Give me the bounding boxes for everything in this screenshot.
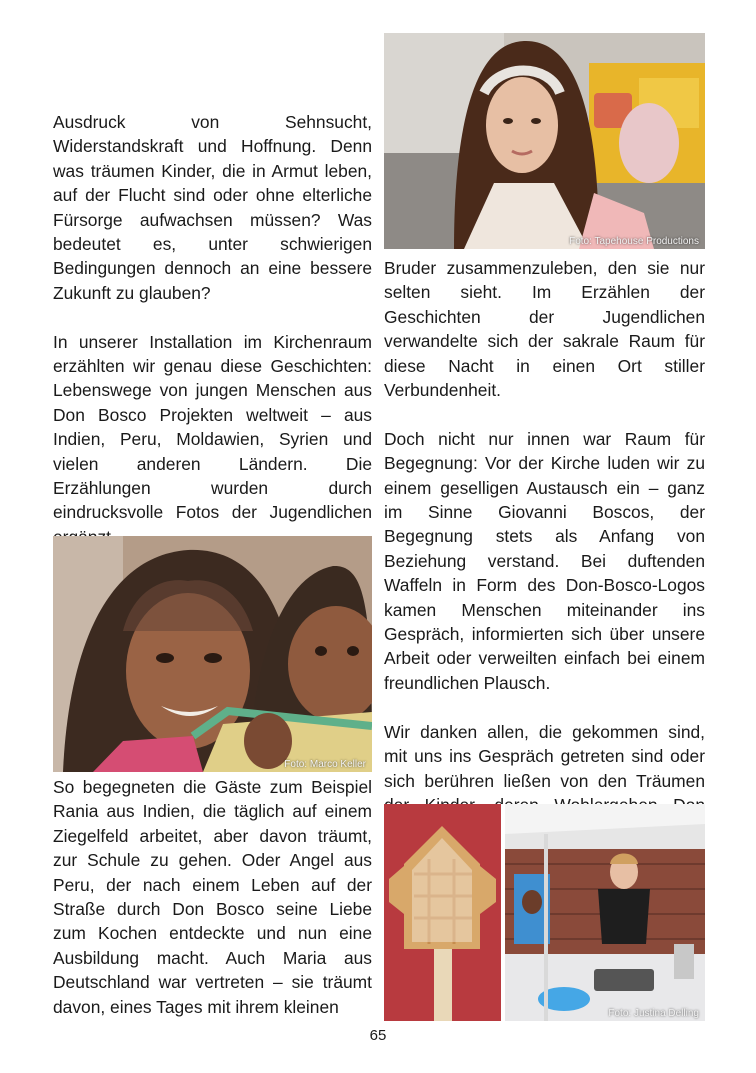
paragraph: So begegneten die Gäste zum Beispiel Rania aus Indien, die täglich auf einem Ziegelfeld arbeitet, aber davon träumt, zur Schule zu gehen. Oder Angel aus Peru, der nach einem Leben auf der Straße durch Don Bosco seine Liebe zum Kochen entdeckte und nun eine Ausbildung macht. Auch Maria aus Deutschland war vertreten – sie träumt davon, eines Tages mit ihrem kleinen (53, 777, 372, 1017)
paragraph: Bruder zusammenzuleben, den sie nur selten sieht. Im Erzählen der Geschichten der Jugendlichen verwandelte sich der sakrale Raum für diese Nacht in einen Ort stiller Verbundenheit. (384, 258, 705, 401)
photo-woman-portrait (384, 33, 705, 249)
text-column-left-bottom (53, 775, 372, 1019)
photo-credit: Foto: Marco Keller (284, 759, 366, 770)
page-number: 65 (369, 1027, 387, 1044)
children-portrait-image (53, 536, 372, 772)
photo-credit: Foto: Justina Delling (608, 1008, 699, 1019)
paragraph: Wir danken allen, die gekommen sind, mit uns ins Gespräch getreten sind oder sich berühren ließen von den Träumen (384, 721, 705, 791)
paragraph: Ausdruck von Sehnsucht, Widerstandskraft und Hoffnung. Denn was träumen Kinder, die in Armut leben, auf der Flucht sind oder ohne elterliche Fürsorge aufwachsen müssen? Was bedeutet es, unter schwierigen Bedingungen dennoch an eine bessere Zukunft zu glauben? (53, 112, 372, 303)
waffle-and-stand-image (384, 804, 705, 1021)
woman-portrait-image (384, 33, 705, 249)
paragraph: Doch nicht nur innen war Raum für Begegnung: Vor der Kirche luden wir zu einem geselligen Austausch ein – ganz im Sinne Giovanni Boscos, der Begegnung stets als Anfang von Beziehung verstand. Bei duftenden Waffeln in Form des Don-Bosco-Logos kamen Menschen miteinander ins Gespräch, informierten sich über unsere Arbeit oder verweilten einfach bei einem freundlichen Plausch. (384, 428, 705, 693)
text-column-left-top (53, 110, 372, 549)
photo-waffle-and-stand (384, 804, 705, 1021)
photo-children-portrait (53, 536, 372, 772)
paragraph: In unserer Installation im Kirchenraum erzählten wir genau diese Geschichten: Lebenswege von jungen Menschen aus Don Bosco Projekten weltweit – aus Indien, Peru, Moldawien, Syrien und vielen anderen Ländern. Die Erzählungen wurden durch eindrucksvolle Fotos der Jugendlichen (53, 331, 372, 523)
photo-credit: Foto: Tapehouse Productions (569, 236, 699, 247)
text-column-right (384, 256, 705, 842)
